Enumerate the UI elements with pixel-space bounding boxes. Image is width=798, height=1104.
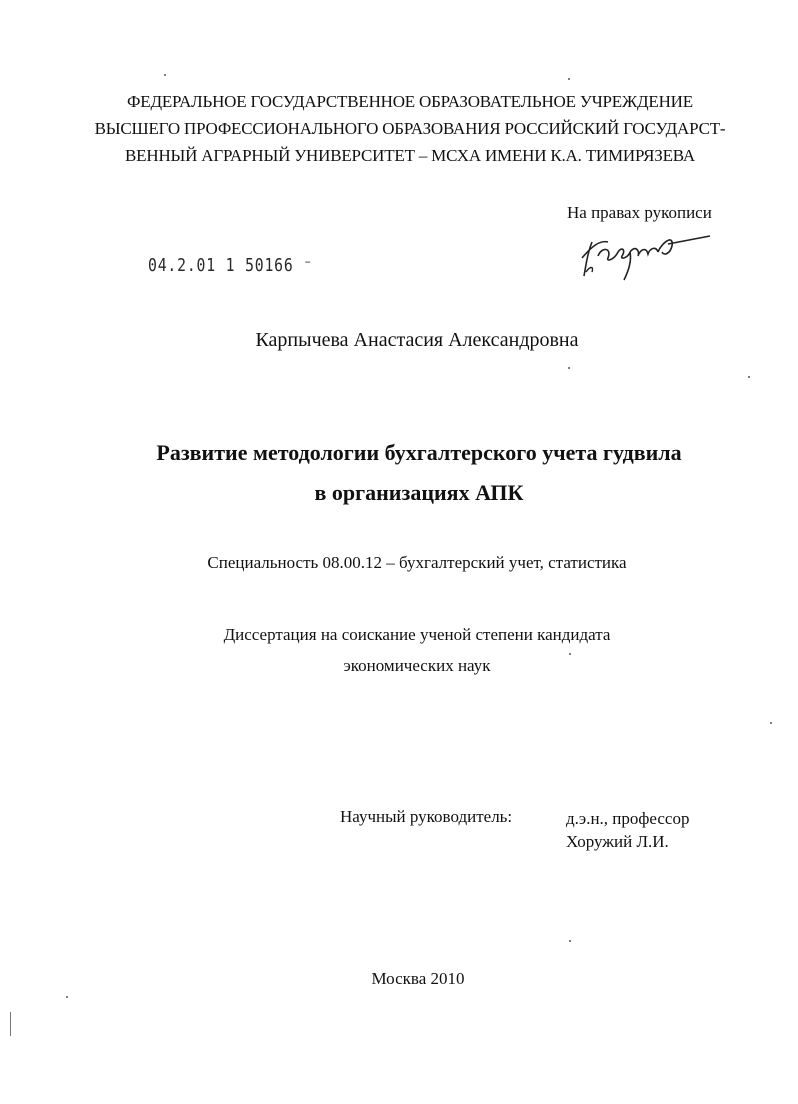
archive-stamp-number: 04.2.01 1 50166 ⁻ — [148, 255, 314, 276]
manuscript-note: На правах рукописи — [567, 203, 712, 222]
signature-icon — [578, 222, 718, 282]
scan-speck — [164, 74, 166, 76]
scan-speck — [66, 996, 68, 998]
institution-header — [60, 88, 760, 169]
institution-line-1: ФЕДЕРАЛЬНОЕ ГОСУДАРСТВЕННОЕ ОБРАЗОВАТЕЛЬНОЕ УЧРЕЖДЕНИЕ — [127, 92, 693, 111]
degree-line-2: экономических наук — [343, 656, 491, 675]
supervisor-name: Хоружий Л.И. — [566, 832, 669, 851]
title-line-2: в организациях АПК — [314, 480, 524, 505]
scan-speck — [568, 367, 570, 369]
scan-speck — [748, 376, 750, 378]
title-line-1: Развитие методологии бухгалтерского учета гудвила — [156, 440, 682, 465]
degree-statement — [0, 619, 798, 681]
scan-speck — [770, 722, 772, 724]
supervisor-info — [566, 807, 689, 853]
institution-line-3: ВЕННЫЙ АГРАРНЫЙ УНИВЕРСИТЕТ – МСХА ИМЕНИ К.А. ТИМИРЯЗЕВА — [125, 146, 695, 165]
scan-speck — [569, 653, 571, 655]
supervisor-label: Научный руководитель: — [340, 807, 513, 826]
institution-line-2: ВЫСШЕГО ПРОФЕССИОНАЛЬНОГО ОБРАЗОВАНИЯ РОССИЙСКИЙ ГОСУДАРСТ- — [94, 119, 726, 138]
scan-edge-mark — [10, 1012, 11, 1036]
specialty: Специальность 08.00.12 – бухгалтерский учет, статистика — [207, 553, 627, 572]
city-year: Москва 2010 — [371, 969, 465, 988]
degree-line-1: Диссертация на соискание ученой степени кандидата — [223, 625, 611, 644]
supervisor-degree: д.э.н., профессор — [566, 809, 690, 828]
scan-speck — [568, 78, 570, 80]
scan-speck — [569, 940, 571, 942]
dissertation-title — [0, 433, 798, 513]
author-name: Карпычева Анастасия Александровна — [255, 329, 579, 351]
